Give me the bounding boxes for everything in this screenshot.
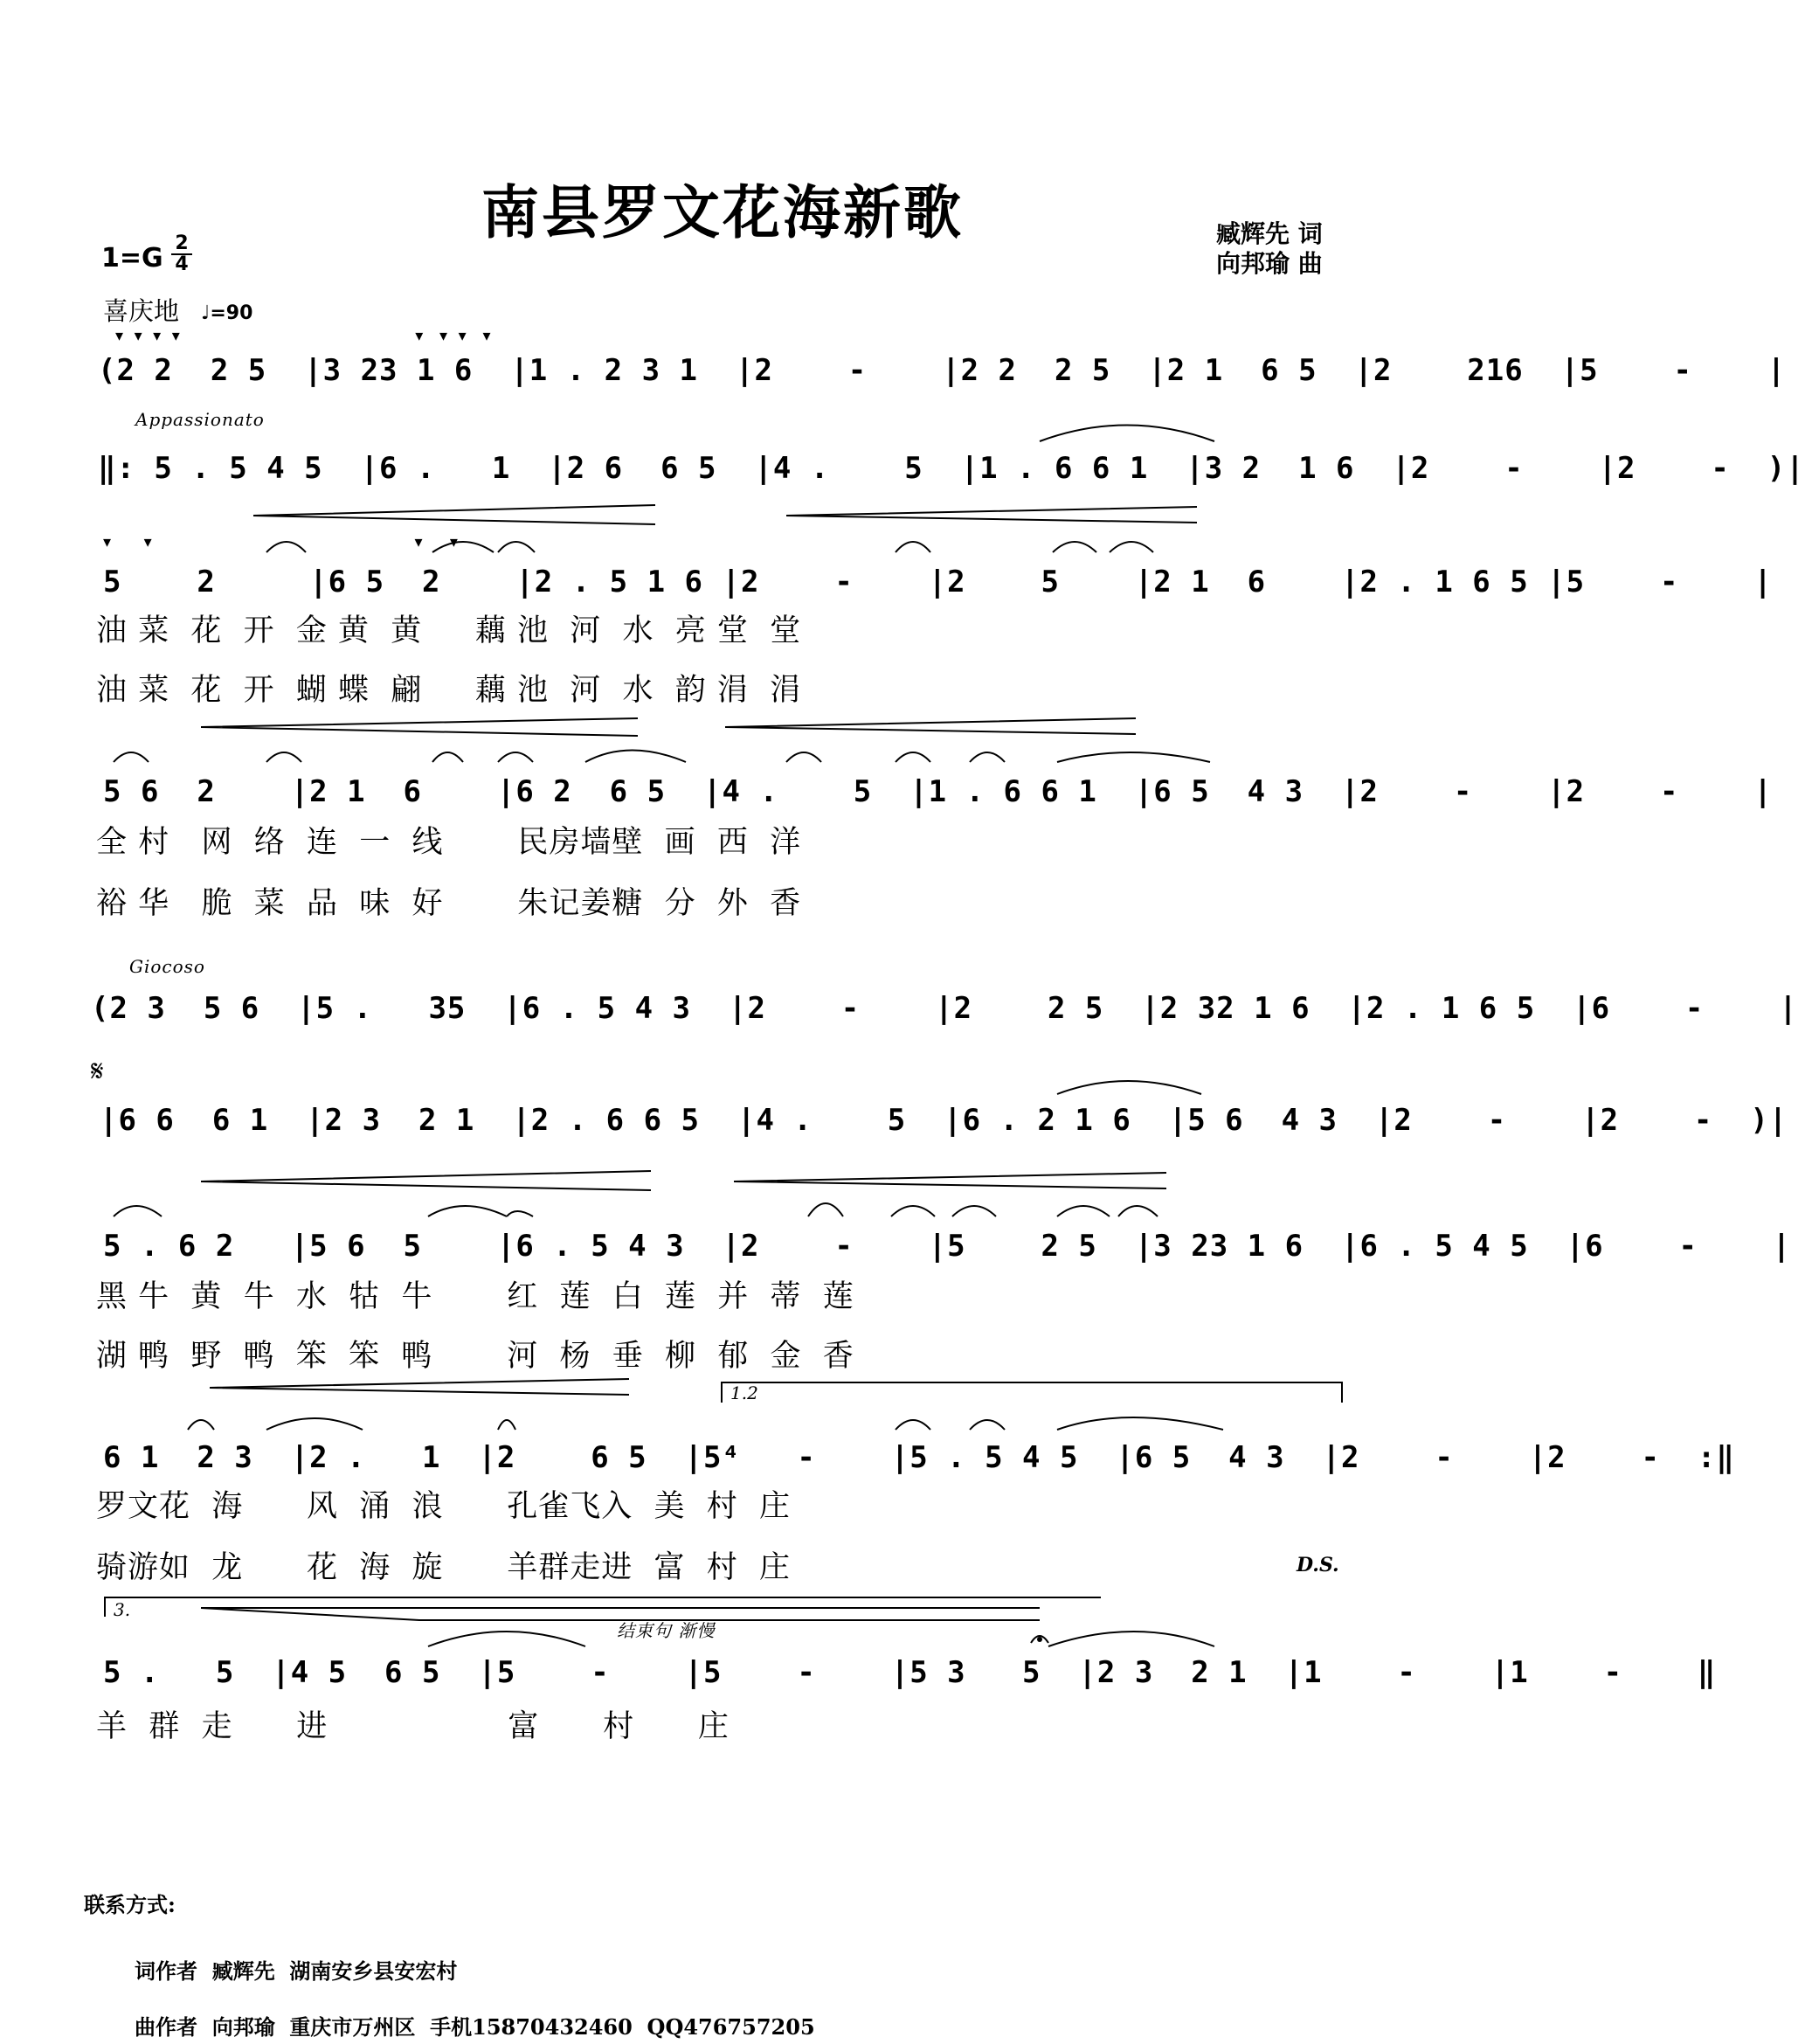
lyricist-credit: 臧辉先 词 — [1216, 219, 1323, 248]
lyrics-verse-2: 裕 华 脆 菜 品 味 好 朱记姜糖 分 外 香 — [96, 886, 802, 921]
slur — [428, 1632, 585, 1646]
fermata-dot — [1037, 1637, 1042, 1642]
crescendo-hairpin — [253, 505, 655, 524]
slur — [114, 1206, 162, 1216]
slur — [266, 1418, 363, 1430]
lyrics-verse-2: 骑游如 龙 花 海 旋 羊群走进 富 村 庄 — [96, 1550, 792, 1585]
volta-bracket — [722, 1382, 1342, 1403]
slur — [432, 542, 494, 552]
lyrics-verse-1: 全 村 网 络 连 一 线 民房墙壁 画 西 洋 — [96, 825, 802, 860]
coda-tempo-text: 结束句 渐慢 — [617, 1620, 716, 1641]
slur — [1057, 1206, 1110, 1216]
score-line-9: 5 . 5 |4 5 6 5 |5 - |5 - |5 3 5 |2 3 2 1 |1 - |1 - ‖ — [103, 1655, 1717, 1690]
accent-marks: ▾ ▾ ▾ ▾ ▾ ▾ ▾ ▾ — [115, 327, 491, 345]
lyrics-verse-1: 罗文花 海 风 涌 浪 孔雀飞入 美 村 庄 — [96, 1489, 792, 1524]
score-line-8: 6 1 2 3 |2 . 1 |2 6 5 |5⁴ - |5 . 5 4 5 |6 5 4 3 |2 - |2 - :‖ — [103, 1440, 1735, 1475]
contact-heading: 联系方式: — [84, 1892, 176, 1917]
mood-marking: 喜庆地 — [103, 296, 180, 326]
contact-lyricist: 词作者 臧辉先 湖南安乡县安宏村 — [135, 1958, 458, 1984]
score-line-5: (2 3 5 6 |5 . 35 |6 . 5 4 3 |2 - |2 2 5 |2 32 1 6 |2 . 1 6 5 |6 - | — [91, 991, 1798, 1026]
key-signature: 1=G — [101, 243, 163, 274]
slur — [1118, 1206, 1158, 1216]
crescendo-hairpin — [201, 718, 638, 736]
composer-credit: 向邦瑜 曲 — [1216, 249, 1323, 278]
decrescendo-hairpin — [201, 1608, 1040, 1620]
slur — [896, 542, 930, 552]
accent-marks: ▾ ▾ ▾ ▾ — [103, 533, 458, 551]
lyrics-verse-2: 湖 鸭 野 鸭 笨 笨 鸭 河 杨 垂 柳 郁 金 香 — [96, 1339, 854, 1374]
slur — [896, 1420, 930, 1430]
slur — [970, 1420, 1005, 1430]
slur — [1057, 1417, 1223, 1430]
slur — [507, 1211, 533, 1216]
score-line-4: 5 6 2 |2 1 6 |6 2 6 5 |4 . 5 |1 . 6 6 1 |6 5 4 3 |2 - |2 - | — [103, 774, 1773, 809]
score-line-3: 5 2 |6 5 2 |2 . 5 1 6 |2 - |2 5 |2 1 6 |2 . 1 6 5 |5 - | — [103, 565, 1773, 599]
slur — [498, 752, 533, 762]
crescendo-hairpin — [201, 1171, 651, 1190]
lyrics-verse-1: 油 菜 花 开 金 黄 黄 藕 池 河 水 亮 堂 堂 — [96, 613, 802, 648]
ending-3-label: 3. — [114, 1599, 131, 1620]
lyrics-verse-1: 羊 群 走 进 富 村 庄 — [96, 1709, 730, 1744]
slur — [1110, 542, 1153, 552]
slur — [891, 1206, 935, 1216]
slur — [432, 752, 463, 762]
slur — [1057, 752, 1210, 762]
score-line-2: ‖: 5 . 5 4 5 |6 . 1 |2 6 6 5 |4 . 5 |1 . 6 6 1 |3 2 1 6 |2 - |2 - )| — [98, 451, 1805, 486]
crescendo-hairpin — [786, 507, 1197, 523]
appassionato-term: Appassionato — [135, 409, 265, 430]
slur — [585, 751, 686, 763]
slur — [1053, 542, 1096, 552]
page-title: 南县罗文花海新歌 — [481, 178, 964, 246]
crescendo-hairpin — [734, 1173, 1166, 1188]
time-signature-bottom: 4 — [171, 253, 192, 274]
slur — [266, 542, 306, 552]
contact-composer: 曲作者 向邦瑜 重庆市万州区 手机15870432460 QQ476757205 — [135, 2014, 815, 2040]
lyrics-verse-1: 黑 牛 黄 牛 水 牯 牛 红 莲 白 莲 并 蒂 莲 — [96, 1279, 854, 1314]
score-line-7: 5 . 6 2 |5 6 5 |6 . 5 4 3 |2 - |5 2 5 |3 23 1 6 |6 . 5 4 5 |6 - | — [103, 1229, 1792, 1264]
score-line-6: |6 6 6 1 |2 3 2 1 |2 . 6 6 5 |4 . 5 |6 . 2 1 6 |5 6 4 3 |2 - |2 - )| — [100, 1103, 1788, 1138]
time-signature-top: 2 — [175, 232, 189, 254]
slur — [266, 752, 301, 762]
slur — [1048, 1632, 1214, 1646]
slur — [896, 752, 930, 762]
slur — [498, 1420, 515, 1430]
crescendo-hairpin — [725, 718, 1136, 734]
segno-sign: 𝄋 — [91, 1054, 104, 1089]
slur — [188, 1420, 214, 1430]
slur — [970, 752, 1005, 762]
ending-1-2-label: 1.2 — [730, 1382, 758, 1403]
slur — [498, 542, 535, 552]
slur — [808, 1203, 843, 1216]
score-line-1: (2 2 2 5 |3 23 1 6 |1 . 2 3 1 |2 - |2 2 2 5 |2 1 6 5 |2 216 |5 - | — [98, 353, 1787, 388]
slur — [114, 752, 149, 762]
crescendo-hairpin — [210, 1379, 629, 1395]
tempo-marking: ♩=90 — [201, 302, 253, 324]
giocoso-term: Giocoso — [129, 956, 205, 977]
dal-segno-mark: D.S. — [1297, 1554, 1339, 1576]
slur — [1040, 426, 1214, 442]
slur — [786, 752, 821, 762]
lyrics-verse-2: 油 菜 花 开 蝴 蝶 翩 藕 池 河 水 韵 涓 涓 — [96, 673, 802, 708]
slur — [428, 1206, 507, 1216]
slur — [952, 1206, 996, 1216]
slur — [1057, 1081, 1201, 1094]
